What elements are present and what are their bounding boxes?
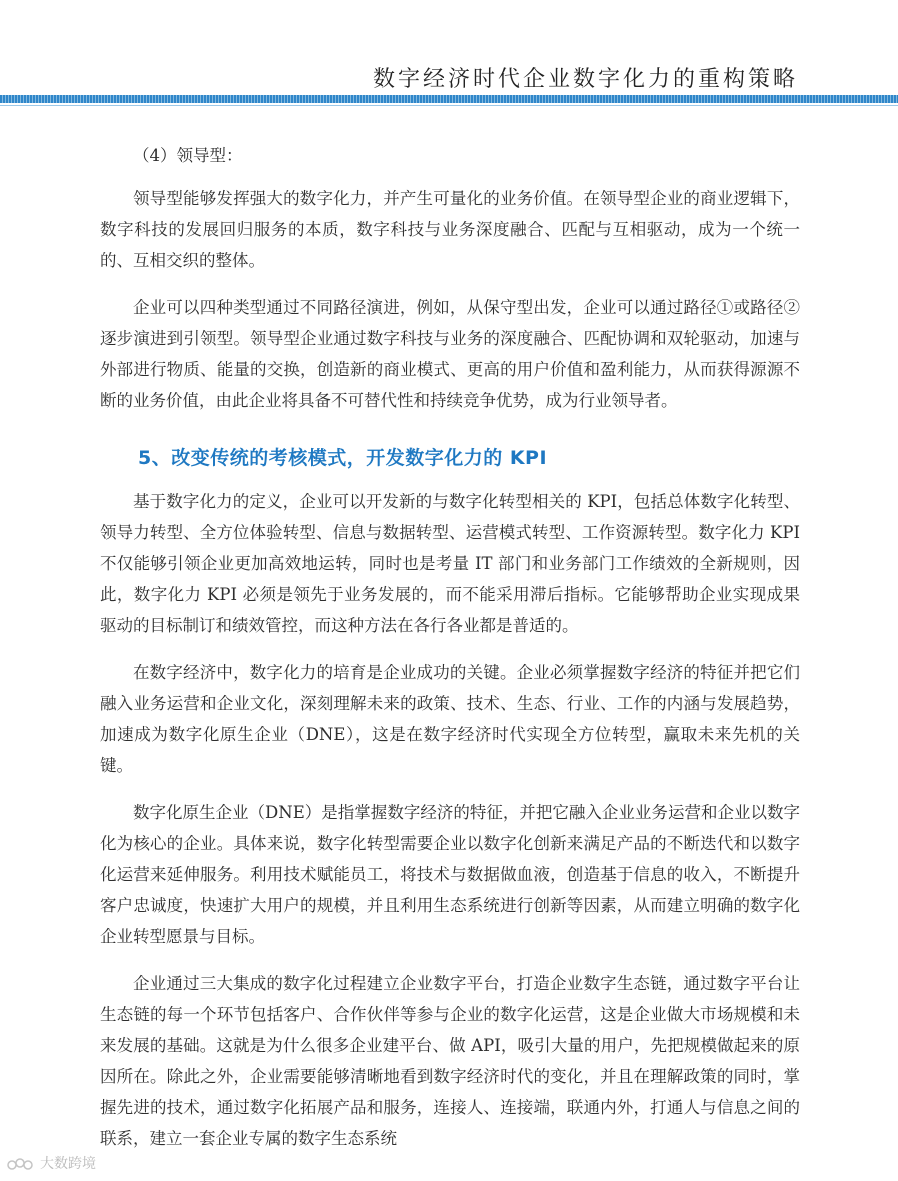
paragraph-kpi-definition: 基于数字化力的定义，企业可以开发新的与数字化转型相关的 KPI，包括总体数字化转型、领导力转型、全方位体验转型、信息与数据转型、运营模式转型、工作资源转型。数字化力 KPI 不仅能够引领企业更加高效地运转，同时也是考量 IT 部门和业务部门工作绩效的全新规则，因此，数字化力 KPI 必须是领先于业务发展的，而不能采用滞后指标。它能够帮助企业实现成果驱动的目标制订和绩效管控，而这种方法在各行各业都是普适的。: [100, 492, 800, 635]
header-rule: [0, 95, 898, 103]
running-header-title: 数字经济时代企业数字化力的重构策略: [372, 67, 798, 92]
watermark: [6, 1153, 96, 1173]
paragraph-digital-platform: 企业通过三大集成的数字化过程建立企业数字平台，打造企业数字生态链，通过数字平台让生态链的每一个环节包括客户、合作伙伴等参与企业的数字化运营，这是企业做大市场规模和未来发展的基础。这就是为什么很多企业建平台、做 API，吸引大量的用户，先把规模做起来的原因所在。除此之外，企业需要能够清晰地看到数字经济时代的变化，并且在理解政策的同时，掌握先进的技术，通过数字化拓展产品和服务，连接人、连接端，联通内外，打通人与信息之间的联系，建立一套企业专属的数字生态系统: [100, 974, 800, 1148]
watermark-logo-icon: [6, 1154, 34, 1172]
subsection-heading: （4）领导型：: [133, 146, 243, 165]
paragraph-dne: 数字化原生企业（DNE）是指掌握数字经济的特征，并把它融入企业业务运营和企业以数字化为核心的企业。具体来说，数字化转型需要企业以数字化创新来满足产品的不断迭代和以数字化运营来延伸服务。利用技术赋能员工，将技术与数据做血液，创造基于信息的收入，不断提升客户忠诚度，快速扩大用户的规模，并且利用生态系统进行创新等因素，从而建立明确的数字化企业转型愿景与目标。: [100, 803, 800, 946]
paragraph-evolution-paths: 企业可以四种类型通过不同路径演进，例如，从保守型出发，企业可以通过路径①或路径②逐步演进到引领型。领导型企业通过数字科技与业务的深度融合、匹配协调和双轮驱动，加速与外部进行物质、能量的交换，创造新的商业模式、更高的用户价值和盈利能力，从而获得源源不断的业务价值，由此企业将具备不可替代性和持续竞争优势，成为行业领导者。: [100, 298, 800, 410]
page-header: [0, 0, 898, 110]
section-heading: 5、改变传统的考核模式，开发数字化力的 KPI: [138, 447, 548, 469]
paragraph-digital-economy: 在数字经济中，数字化力的培育是企业成功的关键。企业必须掌握数字经济的特征并把它们融入业务运营和企业文化，深刻理解未来的政策、技术、生态、行业、工作的内涵与发展趋势，加速成为数字化原生企业（DNE），这是在数字经济时代实现全方位转型，赢取未来先机的关键。: [100, 663, 800, 775]
page-content: [100, 140, 800, 1170]
paragraph-leader-type: 领导型能够发挥强大的数字化力，并产生可量化的业务价值。在领导型企业的商业逻辑下，数字科技的发展回归服务的本质，数字科技与业务深度融合、匹配与互相驱动，成为一个统一的、互相交织的整体。: [100, 189, 800, 270]
header-rule-thin: [0, 105, 898, 106]
watermark-text: 大数跨境: [40, 1156, 96, 1172]
